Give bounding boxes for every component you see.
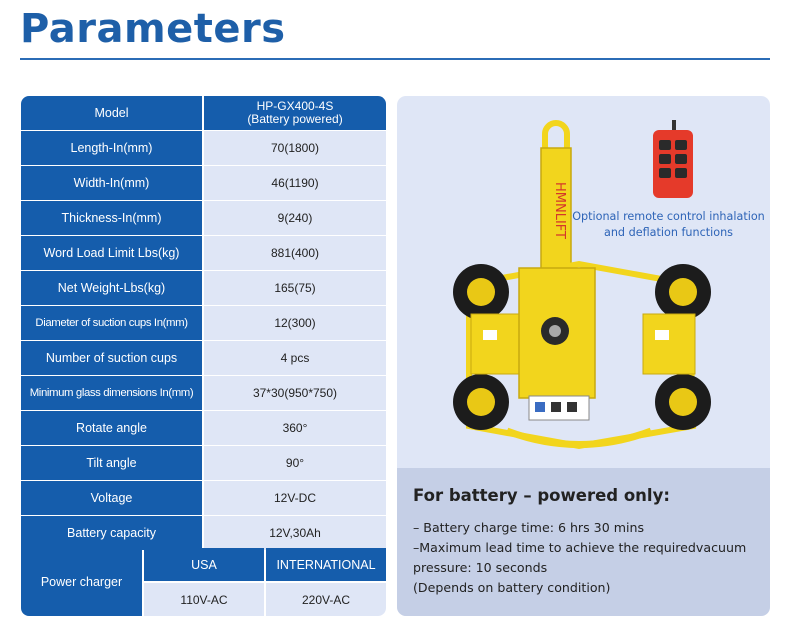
row-value: 165(75) <box>204 271 386 305</box>
remote-button <box>675 140 687 150</box>
power-charger-label: Power charger <box>21 548 142 616</box>
remote-button <box>659 140 671 150</box>
table-row <box>21 131 386 165</box>
table-row <box>21 341 386 375</box>
row-value: 9(240) <box>204 201 386 235</box>
suction-cup-hub <box>467 278 495 306</box>
remote-button <box>659 168 671 178</box>
row-value: 90° <box>204 446 386 480</box>
row-label: Minimum glass dimensions In(mm) <box>21 376 202 410</box>
row-label: Voltage <box>21 481 202 515</box>
table-row <box>21 271 386 305</box>
table-row <box>21 201 386 235</box>
arm-brand-text: HMNLIFT <box>552 182 567 239</box>
battery-info-box <box>397 468 770 616</box>
model-subtitle: (Battery powered) <box>247 112 343 126</box>
remote-button <box>675 168 687 178</box>
switch <box>551 402 561 412</box>
table-row <box>21 446 386 480</box>
row-value: 12V-DC <box>204 481 386 515</box>
model-name: HP-GX400-4S <box>256 99 334 114</box>
row-value: 360° <box>204 411 386 445</box>
left-pad <box>471 314 523 374</box>
lower-bar <box>507 431 651 445</box>
international-column-header: INTERNATIONAL <box>266 548 386 581</box>
title-divider <box>20 58 770 60</box>
table-row <box>21 166 386 200</box>
product-panel <box>397 96 770 616</box>
row-value: 881(400) <box>204 236 386 270</box>
row-label: Word Load Limit Lbs(kg) <box>21 236 202 270</box>
table-row <box>21 481 386 515</box>
remote-body <box>653 130 693 198</box>
suction-cup-hub <box>669 388 697 416</box>
table-row <box>21 516 386 550</box>
battery-info-title: For battery – powered only: <box>413 486 670 505</box>
vacuum-lifter-image <box>397 96 770 468</box>
remote-control-image <box>653 120 693 198</box>
row-label: Number of suction cups <box>21 341 202 375</box>
table-row <box>21 306 386 340</box>
right-pad <box>643 314 695 374</box>
usa-column-header: USA <box>144 548 264 581</box>
row-label: Battery capacity <box>21 516 202 550</box>
row-value: 12V,30Ah <box>204 516 386 550</box>
battery-info-line: –Maximum lead time to achieve the requiredvacuum <box>413 540 747 555</box>
model-value <box>204 96 386 130</box>
remote-button <box>675 154 687 164</box>
row-label: Tilt angle <box>21 446 202 480</box>
row-label: Rotate angle <box>21 411 202 445</box>
battery-info-lines <box>413 518 763 598</box>
row-value: 70(1800) <box>204 131 386 165</box>
page-title: Parameters <box>20 6 286 52</box>
battery-info-line: (Depends on battery condition) <box>413 580 611 595</box>
table-row <box>21 376 386 410</box>
battery-info-line: – Battery charge time: 6 hrs 30 mins <box>413 520 645 535</box>
rotation-hub-center <box>549 325 561 337</box>
international-voltage: 220V-AC <box>266 583 386 616</box>
gauge <box>535 402 545 412</box>
warning-label <box>483 330 497 340</box>
row-value: 12(300) <box>204 306 386 340</box>
suction-cup-hub <box>669 278 697 306</box>
table-row <box>21 236 386 270</box>
battery-info-line: pressure: 10 seconds <box>413 560 548 575</box>
spec-table <box>21 96 386 616</box>
model-label: Model <box>21 96 202 130</box>
row-label: Diameter of suction cups In(mm) <box>21 306 202 340</box>
row-value: 37*30(950*750) <box>204 376 386 410</box>
row-value: 4 pcs <box>204 341 386 375</box>
remote-button <box>659 154 671 164</box>
switch <box>567 402 577 412</box>
warning-label <box>655 330 669 340</box>
suction-cup-hub <box>467 388 495 416</box>
row-value: 46(1190) <box>204 166 386 200</box>
table-row <box>21 411 386 445</box>
row-label: Thickness-In(mm) <box>21 201 202 235</box>
row-label: Width-In(mm) <box>21 166 202 200</box>
usa-voltage: 110V-AC <box>144 583 264 616</box>
row-label: Net Weight-Lbs(kg) <box>21 271 202 305</box>
table-header-row <box>21 96 386 130</box>
remote-control-note: Optional remote control inhalation and deflation functions <box>572 210 765 239</box>
row-label: Length-In(mm) <box>21 131 202 165</box>
